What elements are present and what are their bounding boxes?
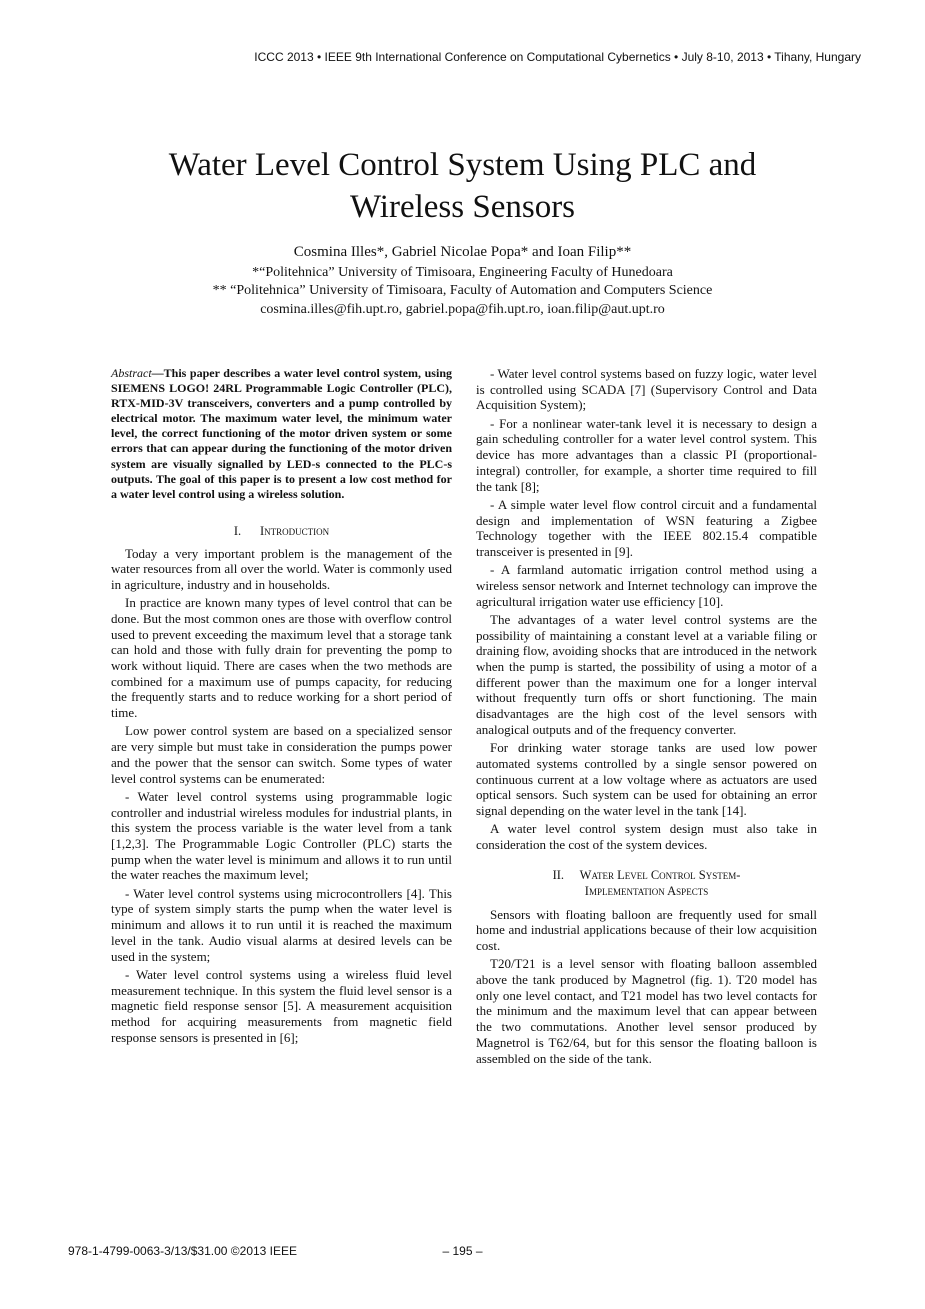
right-column: [476, 366, 817, 1069]
title-line-1: Water Level Control System Using PLC and: [168, 147, 757, 183]
left-column: [111, 366, 452, 1048]
left-paragraph: - Water level control systems using microcontrollers [4]. This type of system simply starts the pump when the water level is minimum and allows it to run until it is reached the maximum level in the tank. Audio visual alarms at desired levels can be used in the system;: [111, 885, 452, 964]
affiliation-2: ** “Politehnica” University of Timisoara, Faculty of Automation and Computers Science: [212, 283, 713, 298]
author-block: [0, 243, 925, 319]
right-paragraph: T20/T21 is a level sensor with floating balloon assembled above the tank produced by Magnetrol (fig. 1). T20 model has only one level contact, and T21 model has two level contacts for the minimum and the maximum level that can appear between the two commutations. Another level sensor produced by Magnetrol is T62/64, but for this sensor the floating balloon is assembled on the side of the tank.: [476, 956, 817, 1066]
left-paragraph: In practice are known many types of level control that can be done. But the most common ones are those with overflow control used to prevent exceeding the maximum level that a storage tank can hold and those with fully drain for preventing the pomp to work without liquid. There are cases when the two methods are combined for a maximum use of pumps capacity, for reducing the frequently starts and to reduce working for a short period of time.: [111, 595, 452, 721]
section-2-title-line-1: Water Level Control System-: [579, 867, 741, 882]
right-paragraph: - For a nonlinear water-tank level it is necessary to design a gain scheduling controller for a water level control system. This device has more advantages than a classic PI (proportional-integral) controller, for example, a shorter time required to fill the tank [8];: [476, 415, 817, 494]
left-paragraph: - Water level control systems using a wireless fluid level measurement technique. In this system the fluid level sensor is a magnetic field response sensor [5]. A measurement acquisition method for acquiring measurements from magnetic field response sensors is presented in [6];: [111, 966, 452, 1045]
abstract-label: Abstract: [111, 366, 152, 380]
section-2-heading: [476, 867, 817, 899]
right-paragraph: The advantages of a water level control systems are the possibility of maintaining a constant level at a variable filing or draining flow, avoiding shocks that are introduced in the network when the pump is started, the possibility of using a motor of a different power than the maximum one for a longer interval without frequently turn offs or short functioning. The main disadvantages are the high cost of the level sensors with analogical outputs and of the frequency converter.: [476, 611, 817, 737]
section-2-title-line-2: Implementation Aspects: [584, 883, 709, 898]
right-paragraph: - A simple water level flow control circuit and a fundamental design and implementation of WSN featuring a Zigbee Technology together with the IEEE 802.15.4 compatible transceiver is presented in [9].: [476, 496, 817, 559]
section-1-heading: [111, 524, 452, 540]
page-number: – 195 –: [442, 1244, 483, 1258]
section-1-title: Introduction: [259, 523, 330, 538]
title-line-2: Wireless Sensors: [349, 189, 576, 225]
left-paragraph: - Water level control systems using programmable logic controller and industrial wireless modules for industrial plants, in this system the process variable is the water level from a tank [1,2,3]. The Programmable Logic Controller (PLC) starts the pump when the water level is minimum and allows it to run until the water reaches the maximum level;: [111, 788, 452, 883]
right-paragraph: Sensors with floating balloon are frequently used for small home and industrial applications because of their low acquisition cost.: [476, 906, 817, 954]
paper-title: [0, 144, 925, 228]
author-names: Cosmina Illes*, Gabriel Nicolae Popa* and Ioan Filip**: [293, 244, 632, 260]
right-paragraph: For drinking water storage tanks are used low power automated systems controlled by a single sensor powered on continuous current at a low voltage where as actuators are used optical sensors. Such system can be used for obtaining an error signal depending on the water level in the tank [14].: [476, 740, 817, 818]
conference-header: ICCC 2013 • IEEE 9th International Conference on Computational Cybernetics • July 8-10, 2013 • Tihany, Hungary: [254, 50, 861, 64]
left-paragraph: Today a very important problem is the management of the water resources from all over the world. Water is commonly used in agriculture, industry and in households.: [111, 545, 452, 592]
right-paragraph: - Water level control systems based on fuzzy logic, water level is controlled using SCADA [7] (Supervisory Control and Data Acquisition System);: [476, 366, 817, 413]
copyright-footer: 978-1-4799-0063-3/13/$31.00 ©2013 IEEE: [68, 1244, 298, 1258]
right-paragraph: - A farmland automatic irrigation control method using a wireless sensor network and Internet technology can improve the agricultural irrigation water use efficiency [10].: [476, 562, 817, 609]
affiliation-1: *“Politehnica” University of Timisoara, Engineering Faculty of Hunedoara: [252, 264, 673, 280]
left-paragraph: Low power control system are based on a specialized sensor are very simple but must take in consideration the pumps power and the power that the sensor can switch. Some types of water level control systems can be enumerated:: [111, 723, 452, 786]
right-paragraph: A water level control system design must also take in consideration the cost of the system devices.: [476, 821, 817, 852]
section-1-number: I.: [233, 523, 242, 538]
author-emails: cosmina.illes@fih.upt.ro, gabriel.popa@fih.upt.ro, ioan.filip@aut.upt.ro: [260, 301, 665, 317]
abstract-text: —This paper describes a water level control system, using SIEMENS LOGO! 24RL Programmable Logic Controller (PLC), RTX-MID-3V transceivers, converters and a pump controlled by electrical motor. The maximum water level, the minimum water level, the correct functioning of the motor driven system or some errors that can appear during the functioning of the motor driven system are visually signalled by LED-s connected to the PLC-s outputs. The goal of this paper is to present a low cost method for a water level control using a wireless solution.: [111, 366, 452, 501]
section-2-number: II.: [552, 867, 565, 882]
abstract: [111, 366, 452, 502]
